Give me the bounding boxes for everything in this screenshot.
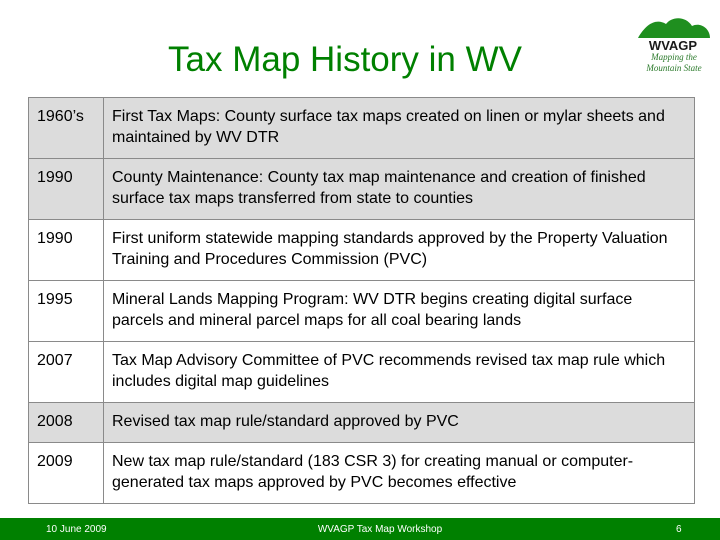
footer-event: WVAGP Tax Map Workshop: [317, 524, 443, 535]
history-year: 1995: [29, 281, 104, 342]
history-year: 1960’s: [29, 98, 104, 159]
slide-title: Tax Map History in WV: [168, 40, 522, 79]
history-row: [29, 159, 695, 220]
history-year: 2009: [29, 443, 104, 504]
history-description: Mineral Lands Mapping Program: WV DTR begins creating digital surface parcels and mineral parcel maps for all coal bearing lands: [104, 281, 695, 342]
history-description: New tax map rule/standard (183 CSR 3) for creating manual or computer-generated tax maps approved by PVC becomes effective: [104, 443, 695, 504]
history-description: Tax Map Advisory Committee of PVC recommends revised tax map rule which includes digital map guidelines: [104, 342, 695, 403]
footer-bar: [0, 518, 720, 540]
history-year: 2008: [29, 403, 104, 443]
logo-tagline: Mapping the Mountain State: [646, 52, 702, 73]
history-year: 2007: [29, 342, 104, 403]
history-year: 1990: [29, 220, 104, 281]
footer-page-number: 6: [676, 524, 682, 535]
footer-date: 10 June 2009: [46, 524, 107, 535]
history-row: [29, 443, 695, 504]
history-row: [29, 403, 695, 443]
history-description: First uniform statewide mapping standards approved by the Property Valuation Training and Procedures Commission (PVC): [104, 220, 695, 281]
history-description: Revised tax map rule/standard approved by PVC: [104, 403, 695, 443]
history-row: [29, 342, 695, 403]
history-table: [28, 97, 695, 504]
history-row: [29, 281, 695, 342]
history-year: 1990: [29, 159, 104, 220]
history-row: [29, 220, 695, 281]
history-description: First Tax Maps: County surface tax maps created on linen or mylar sheets and maintained by WV DTR: [104, 98, 695, 159]
mountain-logo-icon: [632, 14, 714, 54]
history-description: County Maintenance: County tax map maintenance and creation of finished surface tax maps transferred from state to counties: [104, 159, 695, 220]
logo-text: WVAGP: [648, 38, 698, 53]
history-row: [29, 98, 695, 159]
